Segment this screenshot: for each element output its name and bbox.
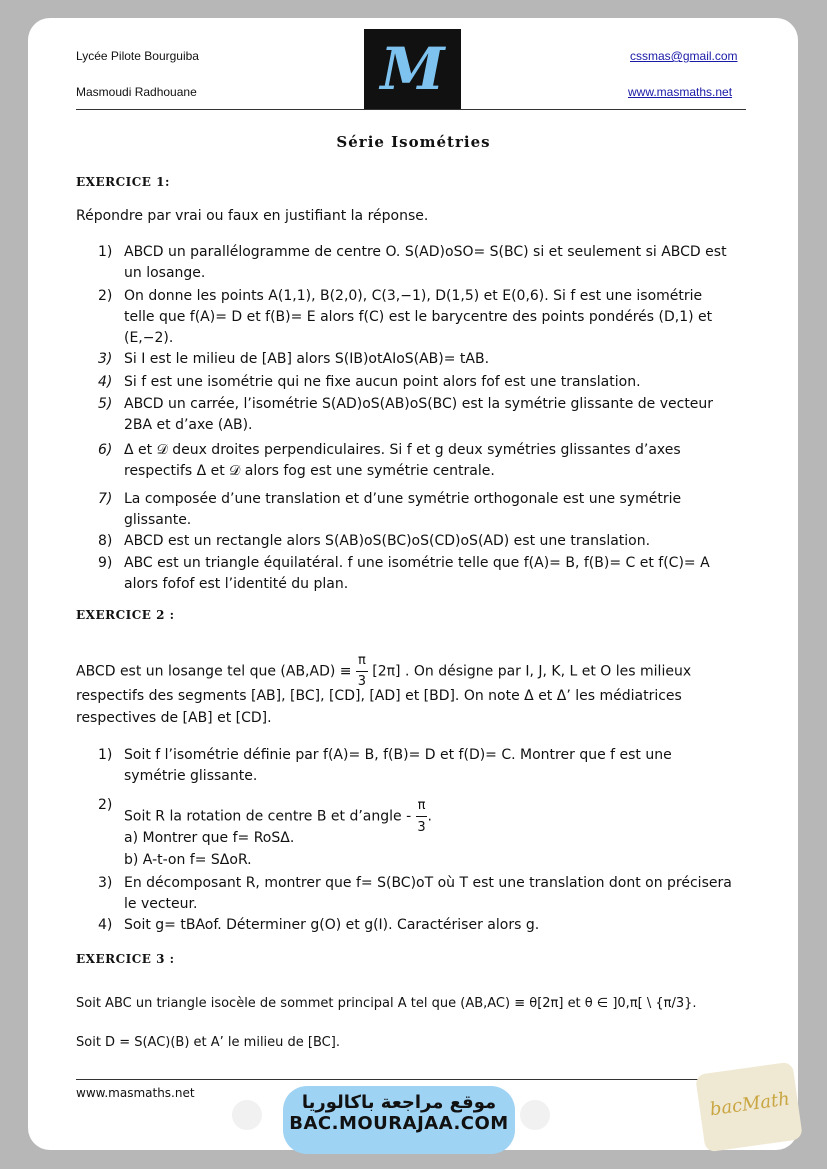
ex1-item-num: 9): [98, 555, 113, 571]
exercise-3-heading: EXERCICE 3 :: [76, 952, 175, 966]
author-name: Masmoudi Radhouane: [76, 85, 197, 99]
logo-letter: M: [380, 35, 445, 103]
ex1-item: On donne les points A(1,1), B(2,0), C(3,−1), D(1,5) et E(0,6). Si f est une isométrie telle que f(A)= D et f(B)= E alors f(C) est le barycentre des points pondérés (D,1) et (E,−2).: [124, 288, 713, 346]
school-name: Lycée Pilote Bourguiba: [76, 49, 199, 63]
ex1-item-num: 2): [98, 288, 113, 304]
numerator: π: [356, 651, 368, 672]
exercise-3-line: Soit ABC un triangle isocèle de sommet principal A tel que (AB,AC) ≡ θ[2π] et θ ∈ ]0,π[ \ {π/3}.: [76, 996, 697, 1011]
denominator: 3: [357, 674, 366, 689]
bac-mourajaa-badge[interactable]: [283, 1086, 515, 1154]
ex2-item-num: 2): [98, 797, 113, 813]
ex1-item: ABCD un carrée, l’isométrie S(AD)oS(AB)oS(BC) est la symétrie glissante de vecteur 2BA et d’axe (AB).: [124, 396, 714, 433]
ex2-item: En décomposant R, montrer que f= S(BC)oT où T est une translation dont on précisera le vecteur.: [124, 875, 732, 912]
ex2-item: Soit R la rotation de centre B et d’angle - $\frac{\pi}{3}$.: [124, 795, 734, 838]
item-text: Soit R la rotation de centre B et d’angle -: [124, 808, 412, 825]
ex1-item-num: 3): [98, 351, 113, 367]
ex1-item-num: 8): [98, 533, 113, 549]
numerator: π: [416, 795, 428, 817]
website-link[interactable]: www.masmaths.net: [628, 85, 733, 99]
footer-site: www.masmaths.net: [76, 1086, 195, 1100]
exercise-3-line: Soit D = S(AC)(B) et A’ le milieu de [BC].: [76, 1035, 340, 1050]
ex1-item-num: 1): [98, 244, 113, 260]
badge-url-text: BAC.MOURAJAA.COM: [289, 1113, 509, 1134]
exercise-2-intro-line: respectives de [AB] et [CD].: [76, 710, 272, 726]
decoration-right-icon: [520, 1100, 550, 1130]
ex2-item-num: 1): [98, 747, 113, 763]
email-link[interactable]: cssmas@gmail.com: [630, 49, 738, 63]
ex1-item: Δ et 𝒟 deux droites perpendiculaires. Si f et g deux symétries glissantes d’axes respectifs Δ et 𝒟 alors fog est une symétrie centrale.: [124, 442, 681, 479]
ex1-item-num: 4): [98, 374, 113, 390]
ex2-subitem: b) A-t-on f= SΔoR.: [124, 852, 252, 868]
ex1-item-num: 7): [98, 491, 113, 507]
decoration-left-icon: [232, 1100, 262, 1130]
ex2-item-num: 3): [98, 875, 113, 891]
ex1-item-num: 5): [98, 396, 113, 412]
pi-over-3-fraction: [416, 795, 428, 838]
ex2-subitem: a) Montrer que f= RoSΔ.: [124, 830, 295, 846]
denominator: 3: [417, 820, 426, 835]
stamp-text: bacMath: [708, 1088, 792, 1121]
logo: [364, 29, 461, 109]
footer-divider: [76, 1079, 746, 1080]
page-title: Série Isométries: [336, 133, 491, 151]
ex1-item: ABC est un triangle équilatéral. f une isométrie telle que f(A)= B, f(B)= C et f(C)= A alors fofof est l’identité du plan.: [124, 555, 710, 592]
bacmath-stamp: [695, 1062, 803, 1153]
ex1-item: Si I est le milieu de [AB] alors S(IB)otAIoS(AB)= tAB.: [124, 351, 490, 367]
ex1-item: La composée d’une translation et d’une symétrie orthogonale est une symétrie glissante.: [124, 491, 682, 528]
ex2-item-num: 4): [98, 917, 113, 933]
ex1-item: ABCD est un rectangle alors S(AB)oS(BC)oS(CD)oS(AD) est une translation.: [124, 533, 651, 549]
exercise-2-heading: EXERCICE 2 :: [76, 608, 175, 622]
ex2-item: Soit f l’isométrie définie par f(A)= B, f(B)= D et f(D)= C. Montrer que f est une symétrie glissante.: [124, 747, 672, 784]
ex1-item: ABCD un parallélogramme de centre O. S(AD)oSO= S(BC) si et seulement si ABCD est un losange.: [124, 244, 727, 281]
exercise-1-heading: EXERCICE 1:: [76, 175, 170, 189]
intro-part: [2π] . On désigne par I, J, K, L et O les milieux: [372, 663, 692, 680]
ex1-item: Si f est une isométrie qui ne fixe aucun point alors fof est une translation.: [124, 374, 641, 390]
exercise-2-intro-line: respectifs des segments [AB], [BC], [CD], [AD] et [BD]. On note Δ et Δ’ les médiatrices: [76, 688, 682, 704]
badge-arabic-text: موقع مراجعة باكالوريا: [301, 1092, 497, 1113]
intro-part: ABCD est un losange tel que (AB,AD) ≡: [76, 663, 352, 680]
exercise-1-intro: Répondre par vrai ou faux en justifiant la réponse.: [76, 208, 429, 224]
ex1-item-num: 6): [98, 442, 113, 458]
ex2-item: Soit g= tBAof. Déterminer g(O) et g(I). Caractériser alors g.: [124, 917, 540, 933]
header-divider: [76, 109, 746, 110]
